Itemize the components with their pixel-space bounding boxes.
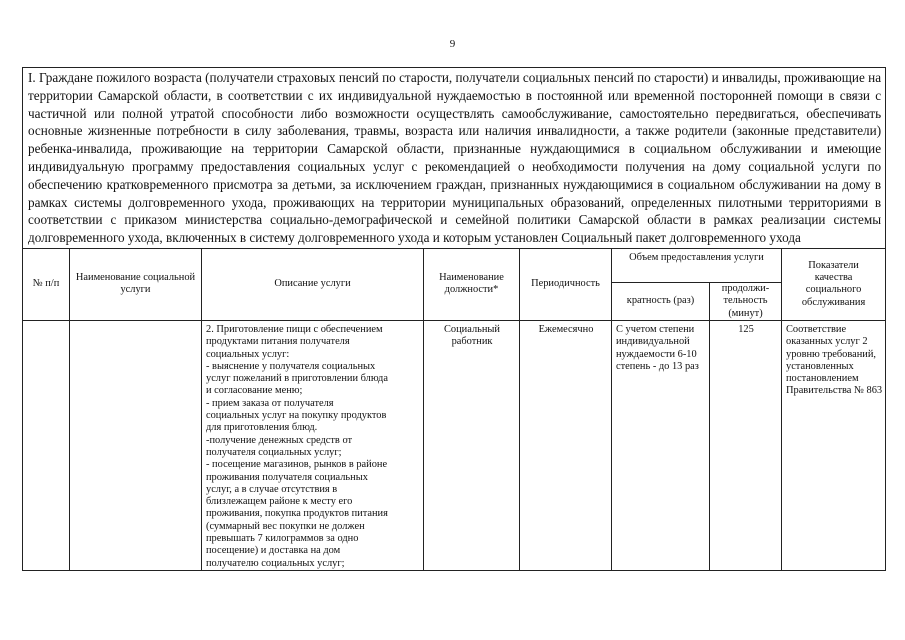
header-position: Наименование должности* bbox=[424, 248, 520, 320]
header-multiplicity: кратность (раз) bbox=[612, 282, 710, 320]
description-line: 2. Приготовление пищи с обеспечением bbox=[206, 323, 383, 335]
cell-duration: 125 bbox=[710, 320, 782, 570]
cell-num bbox=[23, 320, 70, 570]
header-service-name: Наименование социальной услуги bbox=[70, 248, 202, 320]
header-row-1 bbox=[23, 248, 886, 282]
description-line: - посещение магазинов, рынков в районе bbox=[206, 459, 388, 471]
description-line: - выяснение у получателя социальных bbox=[206, 360, 376, 372]
description-line: социальных услуг: bbox=[206, 348, 290, 360]
table-row bbox=[23, 320, 886, 570]
page-number: 9 bbox=[449, 38, 456, 50]
description-line: (суммарный вес покупки не должен bbox=[206, 520, 365, 532]
cell-service-name bbox=[70, 320, 202, 570]
header-duration: продолжи-тельность (минут) bbox=[710, 282, 782, 320]
description-line: услуг, а в случае отсутствия в bbox=[206, 483, 338, 495]
header-description: Описание услуги bbox=[202, 248, 424, 320]
header-volume: Объем предоставления услуги bbox=[612, 248, 782, 282]
header-quality: Показатели качества социального обслуживания bbox=[782, 248, 886, 320]
description-line: услуг пожеланий в приготовлении блюда bbox=[206, 373, 388, 385]
description-line: - прием заказа от получателя bbox=[206, 397, 334, 409]
header-num: № п/п bbox=[23, 248, 70, 320]
description-line: превышать 7 килограммов за одно bbox=[206, 533, 359, 545]
description-line: посещение) и доставка на дом bbox=[206, 545, 341, 557]
cell-position: Социальный работник bbox=[424, 320, 520, 570]
services-table bbox=[22, 67, 886, 571]
header-periodicity: Периодичность bbox=[520, 248, 612, 320]
description-line: -получение денежных средств от bbox=[206, 434, 353, 446]
description-line: близлежащем районе к месту его bbox=[206, 496, 353, 508]
cell-multiplicity: С учетом степени индивидуальной нуждаемости 6-10 степень - до 13 раз bbox=[612, 320, 710, 570]
description-line: социальных услуг на покупку продуктов bbox=[206, 410, 387, 422]
description-line: продуктами питания получателя bbox=[206, 336, 350, 348]
intro-text: I. Граждане пожилого возраста (получатели страховых пенсий по старости, получатели социальных пенсий по старости) и инвалиды, проживающие на территории Самарской области, в соответствии с их индивидуальной нуждаемостью в постоянной или временной посторонней помощи в связи с частичной или полной утратой способности либо возможности осуществлять самообслуживание, самостоятельно передвигаться, обеспечивать основные жизненные потребности в силу заболевания, травмы, возраста или наличия инвалидности, а также родители (законные представители) ребенка-инвалида, проживающие на территории Самарской области, признанные нуждающимися в социальном обслуживании и имеющие индивидуальную программу предоставления социальных услуг с рекомендацией о необходимости получения на дому социальной услуги по обеспечению кратковременного присмотра за детьми, за исключением граждан, признанных нуждающимися в социальном обслуживании на дому в рамках системы долговременного ухода, проживающих на территории муниципальных образований, определенных пилотными территориями в соответствии с приказом министерства социально-демографической и семейной политики Самарской области в рамках реализации системы долговременного ухода, включенных в систему долговременного ухода и которым установлен Социальный пакет долговременного ухода bbox=[23, 68, 886, 249]
cell-periodicity: Ежемесячно bbox=[520, 320, 612, 570]
description-line: получателю социальных услуг; bbox=[206, 557, 345, 569]
intro-row bbox=[23, 68, 886, 249]
description-line: проживания, покупка продуктов питания bbox=[206, 508, 388, 520]
description-line: получателя социальных услуг; bbox=[206, 446, 342, 458]
cell-description bbox=[202, 320, 424, 570]
description-line: проживания получателя социальных bbox=[206, 471, 368, 483]
description-line: и согласование меню; bbox=[206, 385, 303, 397]
cell-quality: Соответствие оказанных услуг 2 уровню требований, установленных постановлением Правительства № 863 bbox=[782, 320, 886, 570]
description-line: для приготовления блюд. bbox=[206, 422, 318, 434]
